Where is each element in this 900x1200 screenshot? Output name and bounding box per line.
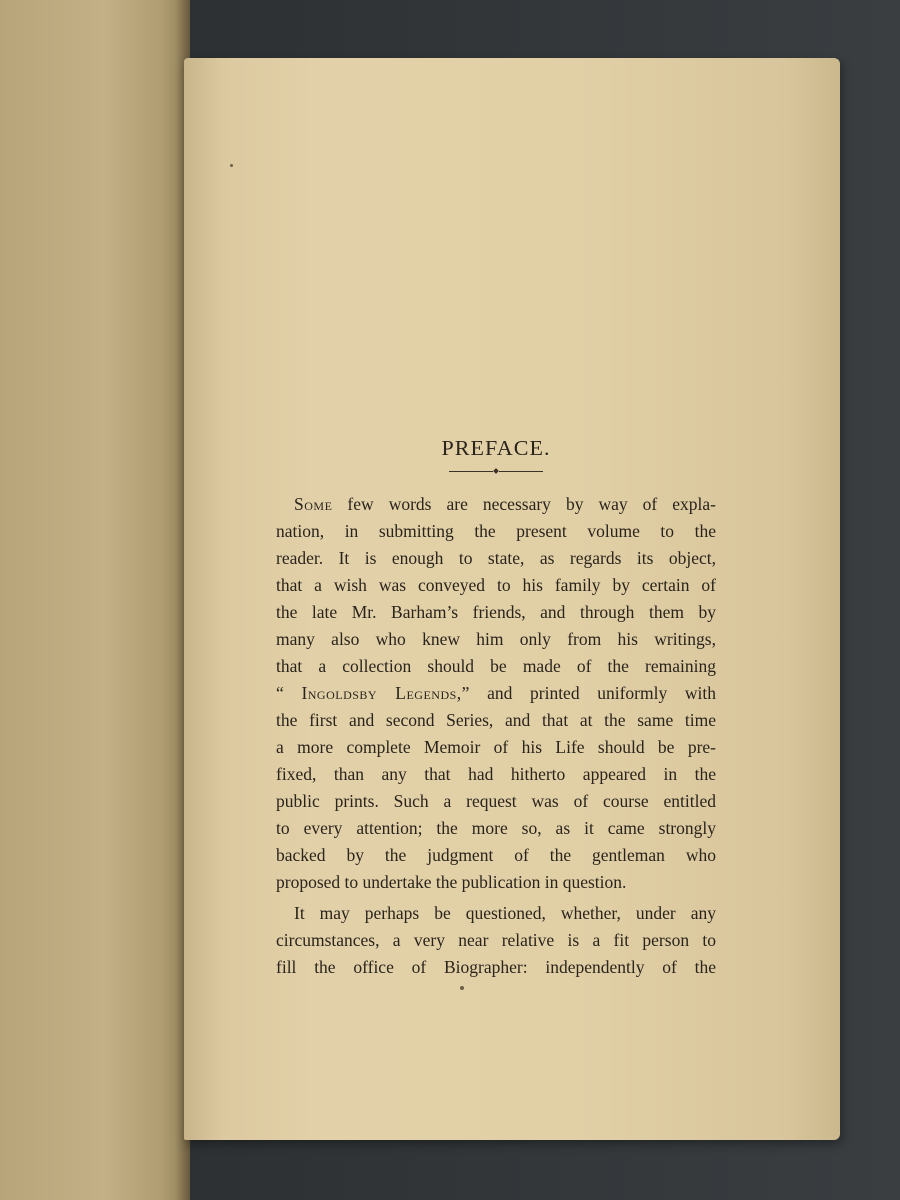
text-line: the late Mr. Barham’s friends, and through them by [276, 602, 716, 622]
page-text [276, 436, 716, 981]
open-quote: “ [276, 683, 302, 703]
paragraph-1 [276, 491, 716, 896]
text-line: a more complete Memoir of his Life should be pre- [276, 737, 716, 757]
left-page [0, 0, 190, 1200]
paper-speck [230, 164, 233, 167]
text-line: many also who knew him only from his writings, [276, 629, 716, 649]
text-line: fill the office of Biographer: independently of the [276, 957, 716, 977]
line-text: ” and printed uniformly with [461, 683, 716, 703]
text-line: reader. It is enough to state, as regards its object, [276, 548, 716, 568]
line-text: few words are necessary by way of expla- [332, 494, 716, 514]
paragraph-2 [276, 900, 716, 981]
text-line [276, 491, 716, 518]
ornament-rule [276, 469, 716, 473]
text-line: fixed, than any that had hitherto appeared in the [276, 764, 716, 784]
text-line: It may perhaps be questioned, whether, under any [294, 903, 716, 923]
lead-word: Some [294, 494, 333, 514]
text-line: the first and second Series, and that at the same time [276, 710, 716, 730]
text-line: public prints. Such a request was of course entitled [276, 791, 716, 811]
rule-diamond [493, 468, 499, 474]
rule-left [449, 471, 493, 472]
text-line: backed by the judgment of the gentleman who [276, 845, 716, 865]
text-line: circumstances, a very near relative is a fit person to [276, 930, 716, 950]
paper-speck [460, 986, 464, 990]
text-line [276, 680, 716, 707]
right-page [184, 58, 840, 1140]
page-title: PREFACE. [441, 436, 551, 460]
rule-right [499, 471, 543, 472]
text-line: to every attention; the more so, as it came strongly [276, 818, 716, 838]
title-reference: Ingoldsby Legends, [301, 683, 462, 703]
text-line: proposed to undertake the publication in question. [276, 872, 627, 892]
text-line: that a wish was conveyed to his family by certain of [276, 575, 716, 595]
text-line: that a collection should be made of the remaining [276, 656, 716, 676]
text-line: nation, in submitting the present volume to the [276, 521, 716, 541]
